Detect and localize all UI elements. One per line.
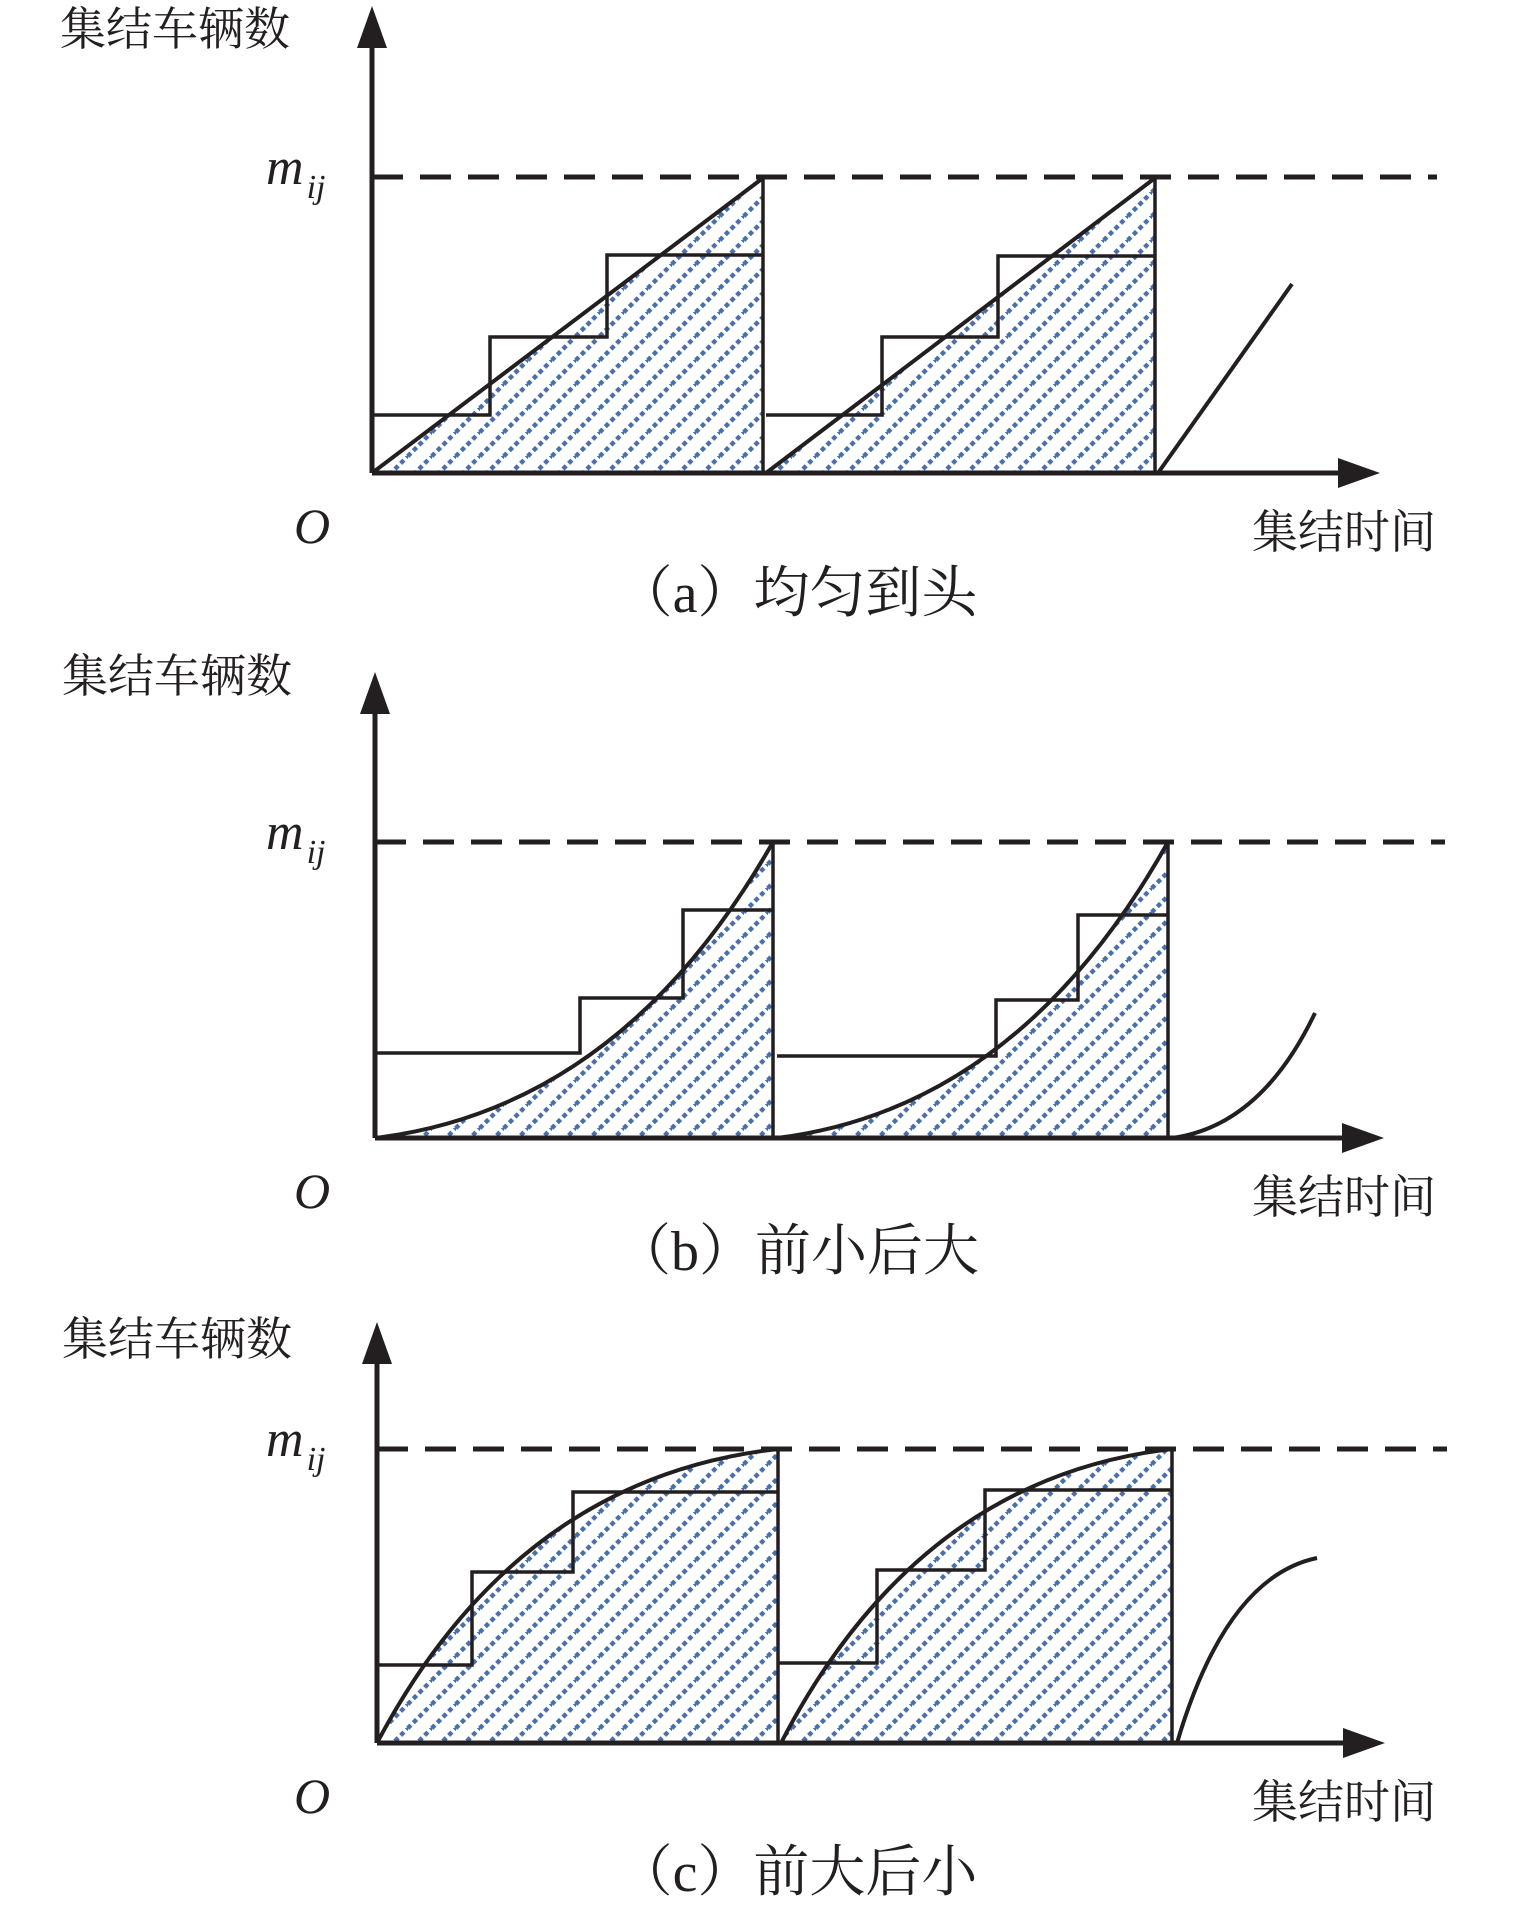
panel-b-x-axis-arrow-icon [1342, 1123, 1384, 1153]
panel-c-y-axis-label: 集结车辆数 [62, 1314, 292, 1365]
panel-c [62, 1314, 1447, 1904]
panel-b-curve-partial [1172, 1013, 1315, 1138]
panel-b-y-axis-arrow-icon [360, 672, 390, 714]
panel-b-caption: （b）前小后大 [615, 1221, 979, 1283]
panel-b-origin-label: O [294, 1163, 331, 1219]
panel-b-mij-label: $m_{ij}$ [266, 804, 326, 871]
panel-a-x-axis-label: 集结时间 [1252, 507, 1436, 558]
panel-a [60, 4, 1437, 625]
panel-c-y-axis-arrow-icon [362, 1322, 392, 1364]
panel-c-curve-partial [1177, 1558, 1317, 1743]
panel-a-caption: （a）均匀到头 [616, 563, 978, 625]
panel-c-hatch-cycle2 [781, 1449, 1172, 1743]
panel-a-y-axis-label: 集结车辆数 [60, 4, 290, 55]
panel-b-x-axis-label: 集结时间 [1252, 1172, 1436, 1223]
panel-a-origin-label: O [294, 498, 331, 554]
panel-c-x-axis-arrow-icon [1343, 1728, 1385, 1758]
panel-b [62, 651, 1445, 1283]
panel-c-x-axis-label: 集结时间 [1252, 1777, 1436, 1828]
panel-b-hatch-cycle2 [777, 842, 1168, 1138]
panel-c-mij-label: $m_{ij}$ [266, 1411, 326, 1478]
panel-a-mij-label: $m_{ij}$ [266, 139, 326, 206]
panel-b-hatch-cycle1 [375, 842, 773, 1138]
panel-a-y-axis-arrow-icon [357, 6, 387, 48]
panel-b-y-axis-label: 集结车辆数 [62, 651, 292, 702]
panel-a-ramp-partial [1158, 284, 1292, 473]
panel-a-x-axis-arrow-icon [1338, 458, 1380, 488]
panel-c-caption: （c）前大后小 [616, 1842, 978, 1904]
panel-c-origin-label: O [294, 1768, 331, 1824]
